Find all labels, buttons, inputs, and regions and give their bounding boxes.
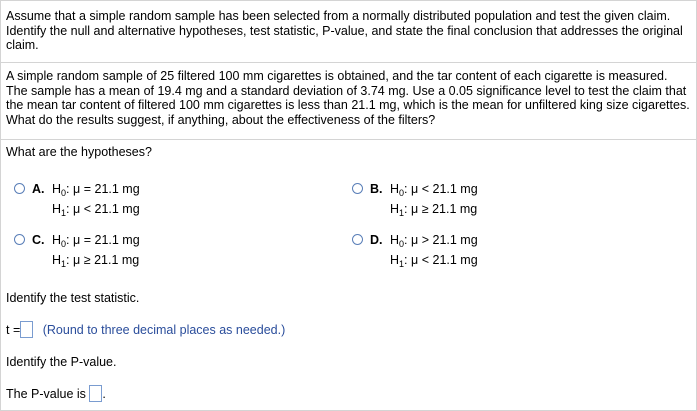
option-b-radio[interactable] bbox=[352, 183, 363, 194]
option-a-h0: $H_0$: μ = 21.1 mg bbox=[52, 182, 140, 198]
pvalue-question: Identify the P-value. bbox=[6, 355, 117, 369]
option-d-letter: D. bbox=[370, 233, 383, 247]
option-c-letter: C. bbox=[32, 233, 45, 247]
option-b-letter: B. bbox=[370, 182, 383, 196]
option-a-letter: A. bbox=[32, 182, 45, 196]
test-statistic-question: Identify the test statistic. bbox=[6, 291, 140, 305]
divider bbox=[0, 62, 697, 63]
t-answer-input[interactable] bbox=[20, 321, 33, 338]
pvalue-label: The P-value is bbox=[6, 387, 86, 401]
problem-text: A simple random sample of 25 filtered 100 mm cigarettes is obtained, and the tar content of each cigarette is measured. The sample has a mean of 19.4 mg and a standard deviation of 3.74 mg. Use a 0.05 significance level to test the claim that the mean tar content of filtered 100 mm cigarettes is less than 21.1 mg, which is the mean for unfiltered king size cigarettes. What do the results suggest, if anything, about the effectiveness of the filters? bbox=[6, 69, 690, 127]
t-label: t = bbox=[6, 323, 21, 337]
intro-text: Assume that a simple random sample has been selected from a normally distributed population and test the given claim. Identify the null and alternative hypotheses, test statistic, P-value, and state the final conclusion that addresses the original claim. bbox=[6, 9, 683, 53]
pvalue-period: . bbox=[102, 387, 106, 401]
option-c-radio[interactable] bbox=[14, 234, 25, 245]
divider bbox=[0, 139, 697, 140]
pvalue-row bbox=[6, 385, 106, 402]
option-b-h0: $H_0$: μ < 21.1 mg bbox=[390, 182, 478, 198]
round-note: (Round to three decimal places as needed.) bbox=[42, 323, 286, 337]
option-d-radio[interactable] bbox=[352, 234, 363, 245]
option-a-radio[interactable] bbox=[14, 183, 25, 194]
option-a-h1: $H_1$: μ < 21.1 mg bbox=[52, 202, 140, 218]
option-c-h1: $H_1$: μ ≥ 21.1 mg bbox=[52, 253, 140, 269]
pvalue-answer-input[interactable] bbox=[89, 385, 102, 402]
option-d-h1: $H_1$: μ < 21.1 mg bbox=[390, 253, 478, 269]
test-statistic-row bbox=[6, 321, 285, 338]
option-b-h1: $H_1$: μ ≥ 21.1 mg bbox=[390, 202, 478, 218]
hypotheses-question: What are the hypotheses? bbox=[6, 145, 152, 159]
option-d-h0: $H_0$: μ > 21.1 mg bbox=[390, 233, 478, 249]
option-c-h0: $H_0$: μ = 21.1 mg bbox=[52, 233, 140, 249]
